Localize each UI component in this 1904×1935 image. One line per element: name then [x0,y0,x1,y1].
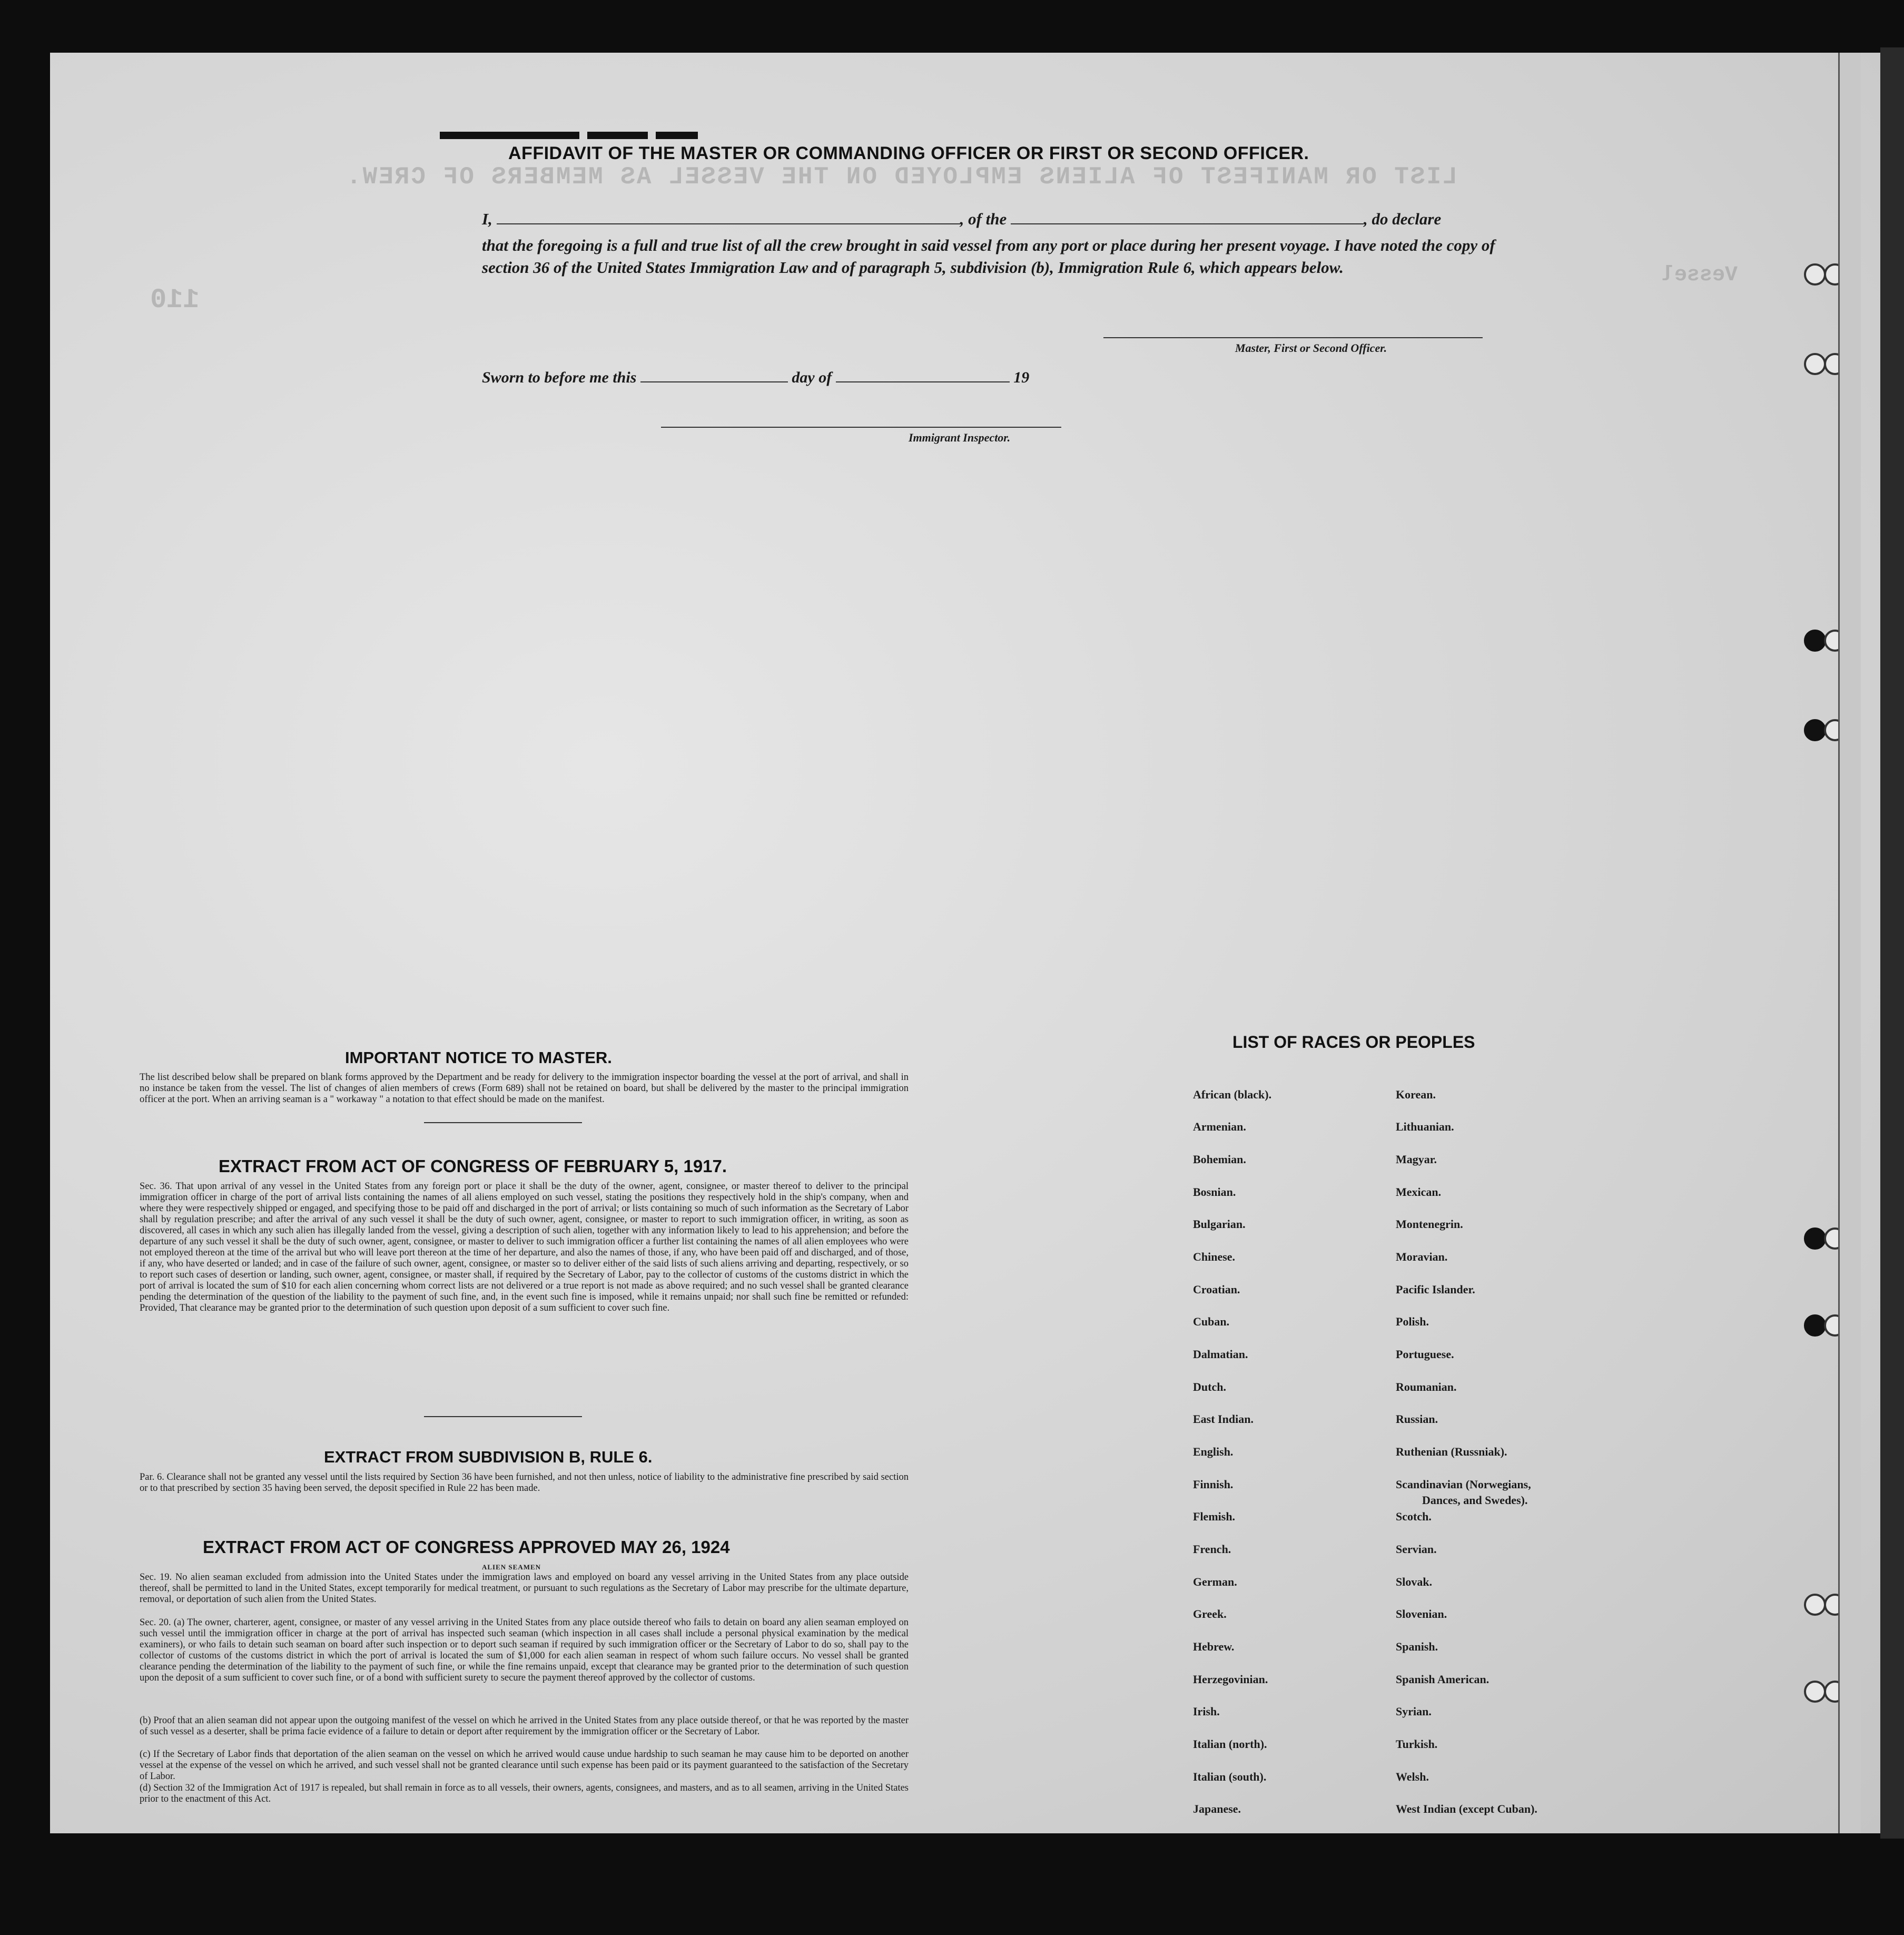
sworn-day-blank [640,381,788,382]
declaration-end: , do declare [1364,210,1442,228]
divider-1 [424,1122,582,1123]
binding-edge [1880,47,1904,1839]
bleed-through-vessel: Vessel [1662,263,1738,287]
document-page [50,53,1893,1833]
race-item: East Indian. [1193,1412,1254,1426]
race-item: German. [1193,1575,1237,1588]
race-item: West Indian (except Cuban). [1396,1802,1537,1815]
page-edge [1838,53,1861,1833]
bleed-through-header: LIST OR MANIFEST OF ALIENS EMPLOYED ON THE VESSEL AS MEMBERS OF CREW. [345,163,1457,191]
race-item: Montenegrin. [1396,1217,1463,1231]
races-title: LIST OF RACES OR PEOPLES [1232,1033,1475,1052]
race-item: Mexican. [1396,1185,1442,1199]
race-item: Armenian. [1193,1120,1246,1133]
race-item: Spanish. [1396,1640,1438,1653]
sworn-day-of: day of [792,369,832,386]
race-item: French. [1193,1543,1231,1556]
divider-2 [424,1416,582,1417]
extract-1924-sec20b: (b) Proof that an alien seaman did not appear upon the outgoing manifest of the vessel on which he arrived in the United States from any place outside thereof, or that he was reported by the master of such vessel as a deserter, shall be prima facie evidence of a failure to detain or deport after requirement by the immigration officer or the Secretary of Labor. [140,1715,909,1737]
race-item: Chinese. [1193,1250,1236,1263]
race-item: Hebrew. [1193,1640,1235,1653]
binder-hole-icon [1804,630,1826,652]
race-item: Russian. [1396,1412,1438,1426]
inspector-label: Immigrant Inspector. [909,431,1011,444]
binder-hole-icon [1804,263,1826,286]
top-rule-4 [656,132,698,139]
extract-1924-sec20c: (c) If the Secretary of Labor finds that deportation of the alien seaman on the vessel on which he arrived would cause undue hardship to such seaman he may cause him to be deported on another vessel at the expense of the vessel on which he arrived, and such vessel shall not be granted clearance until such expense has been paid or its payment guaranteed to the satisfaction of the Secretary of Labor. [140,1749,909,1782]
race-item: Scandinavian (Norwegians, [1396,1478,1531,1491]
top-rule-2 [535,132,579,139]
race-item: Moravian. [1396,1250,1448,1263]
race-item: Servian. [1396,1543,1437,1556]
race-item: Greek. [1193,1607,1227,1620]
race-item: Spanish American. [1396,1673,1489,1686]
race-item: Scotch. [1396,1510,1432,1523]
extract-1917-title: EXTRACT FROM ACT OF CONGRESS OF FEBRUARY 5, 1917. [219,1156,727,1176]
race-item: Italian (north). [1193,1737,1267,1751]
binder-hole-icon [1804,353,1826,375]
extract-1924-subtitle: ALIEN SEAMEN [482,1563,541,1571]
extract-1924-sec19: Sec. 19. No alien seaman excluded from admission into the United States under the immigration laws and employed on board any vessel arriving in the United States from any place outside thereof, shall be permitted to land in the United States, except temporarily for medical treatment, or pursuant to such regulations as the Secretary of Labor may prescribe for the ultimate departure, removal, or deportation of such alien from the United States. [140,1572,909,1605]
race-item: Flemish. [1193,1510,1236,1523]
race-item: Magyar. [1396,1153,1437,1166]
extract-rule6-title: EXTRACT FROM SUBDIVISION B, RULE 6. [324,1448,653,1466]
top-rule-1 [440,132,540,139]
race-item: Welsh. [1396,1770,1429,1783]
race-item: Syrian. [1396,1705,1432,1718]
race-item: Roumanian. [1396,1380,1457,1393]
master-signature-line [1103,337,1483,338]
race-item: English. [1193,1445,1234,1458]
top-rule-3 [587,132,648,139]
race-item: Dances, and Swedes). [1422,1494,1528,1507]
extract-rule6-text: Par. 6. Clearance shall not be granted any vessel until the lists required by Section 36 have been furnished, and not then unless, notice of liability to the administrative fine prescribed by said section or to that prescribed by section 35 having been served, the deposit specified in Rule 22 has been made. [140,1472,909,1494]
race-item: Finnish. [1193,1478,1234,1491]
notice-text: The list described below shall be prepared on blank forms approved by the Department and be ready for delivery to the immigration inspector boarding the vessel at the port of arrival, and shall in no instance be taken from the vessel. The list of changes of alien members of crews (Form 689) shall not be retained on board, but shall be delivered by the master to the principal immigration officer at the port. When an arriving seaman is a " workaway " a notation to that effect should be made on the manifest. [140,1072,909,1105]
race-item: Lithuanian. [1396,1120,1454,1133]
sworn-month-blank [836,381,1010,382]
sworn-year: 19 [1013,369,1030,386]
race-item: Cuban. [1193,1315,1230,1328]
race-item: Slovak. [1396,1575,1433,1588]
binder-hole-icon [1804,1594,1826,1616]
race-item: Dalmatian. [1193,1348,1248,1361]
race-item: Turkish. [1396,1737,1438,1751]
race-item: Japanese. [1193,1802,1241,1815]
declaration-of-the: , of the [960,210,1007,228]
binder-hole-icon [1804,719,1826,741]
race-item: Dutch. [1193,1380,1226,1393]
inspector-signature-line [661,427,1061,428]
race-item: Ruthenian (Russniak). [1396,1445,1507,1458]
name-blank [497,223,960,224]
extract-1917-text: Sec. 36. That upon arrival of any vessel in the United States from any foreign port or place it shall be the duty of the owner, agent, consignee, or master thereof to deliver to the principal immigration officer in charge of the port of arrival lists containing the names of all aliens employed on such vessel, stating the positions they respectively hold in the ship's company, when and where they were respectively shipped or engaged, and specifying those to be paid off and discharged in the port of arrival; or lists containing so much of such information as the Secretary of Labor shall by regulation prescribe; and after the arrival of any such vessel it shall be the duty of such owner, agent, consignee, or master to report to such immigration officer, in writing, as soon as discovered, all cases in which any such alien has illegally landed from the vessel, giving a description of such alien, together with any information likely to lead to his apprehension; and before the departure of any such vessel it shall be the duty of such owner, agent, consignee, or master to deliver to such immigration officer a further list containing the names of all alien employees who were not employed thereon at the time of the arrival but who will leave port thereon at the time of her departure, and also the names of those, if any, who have been paid off and discharged, and of those, if any, who have deserted or landed; and in case of the failure of such owner, agent, consignee, or master so to deliver either of the said lists of such aliens arriving and departing, respectively, or so to report such cases of desertion or landing, such owner, agent, consignee, or master shall, if required by the Secretary of Labor, pay to the collector of customs of the customs district in which the port of arrival is located the sum of $10 for each alien concerning whom correct lists are not delivered or a true report is not made as above required; and no such vessel shall be granted clearance pending the determination of the question of the liability to the payment of such fine, and, in the event such fine is imposed, while it remains unpaid; nor shall such fine be remitted or refunded: Provided, That clearance may be granted prior to the determination of such question upon deposit of a sum sufficient to cover such fine. [140,1181,909,1313]
extract-1924-title: EXTRACT FROM ACT OF CONGRESS APPROVED MAY 26, 1924 [203,1537,730,1557]
declaration-i: I, [482,210,492,228]
race-item: Croatian. [1193,1283,1240,1296]
extract-1924-sec20a: Sec. 20. (a) The owner, charterer, agent, consignee, or master of any vessel arriving in the United States from any place outside thereof who fails to detain on board any alien seaman employed on such vessel until the immigration officer in charge at the port of arrival has inspected such seaman (which inspection in all cases shall include a personal physical examination by the medical examiners), or who fails to detain such seaman on board after such inspection or to deport such seaman if required by such immigration officer or the Secretary of Labor to do so, shall pay to the collector of customs of the customs district in which the port of arrival is located the sum of $1,000 for each alien seaman in respect of whom such failure occurs. No vessel shall be granted clearance pending the determination of the liability to the payment of such fine, or while the fine remains unpaid, except that clearance may be granted prior to the determination of such question upon the deposit of a sum sufficient to cover such fine, or of a bond with sufficient surety to secure the payment thereof approved by the collector of customs. [140,1617,909,1683]
sworn-start: Sworn to before me this [482,369,637,386]
bleed-through-number: 110 [150,284,200,316]
race-item: Irish. [1193,1705,1220,1718]
binder-hole-icon [1804,1681,1826,1703]
binder-hole-icon [1804,1227,1826,1250]
race-item: Polish. [1396,1315,1429,1328]
race-item: Bosnian. [1193,1185,1236,1199]
race-item: Slovenian. [1396,1607,1447,1620]
vessel-blank [1011,223,1364,224]
race-item: Bulgarian. [1193,1217,1246,1231]
affidavit-title: AFFIDAVIT OF THE MASTER OR COMMANDING OFFICER OR FIRST OR SECOND OFFICER. [508,143,1309,163]
declaration-line [482,208,1514,230]
declaration-body: that the foregoing is a full and true list of all the crew brought in said vessel from any port or place during her present voyage. I have noted the copy of section 36 of the United States Immigration Law and of paragraph 5, subdivision (b), Immigration Rule 6, which appears below. [482,236,1495,277]
race-item: Italian (south). [1193,1770,1267,1783]
race-item: Bohemian. [1193,1153,1246,1166]
master-label: Master, First or Second Officer. [1235,341,1387,355]
sworn-line [482,369,1029,387]
race-item: Portuguese. [1396,1348,1454,1361]
race-item: Pacific Islander. [1396,1283,1475,1296]
race-item: African (black). [1193,1088,1272,1101]
extract-1924-sec20d: (d) Section 32 of the Immigration Act of 1917 is repealed, but shall remain in force as to all vessels, their owners, agents, consignees, and masters, and as to all seamen, arriving in the United States prior to the enactment of this Act. [140,1783,909,1804]
race-item: Korean. [1396,1088,1436,1101]
binder-hole-icon [1804,1314,1826,1337]
notice-title: IMPORTANT NOTICE TO MASTER. [345,1048,612,1067]
race-item: Herzegovinian. [1193,1673,1268,1686]
